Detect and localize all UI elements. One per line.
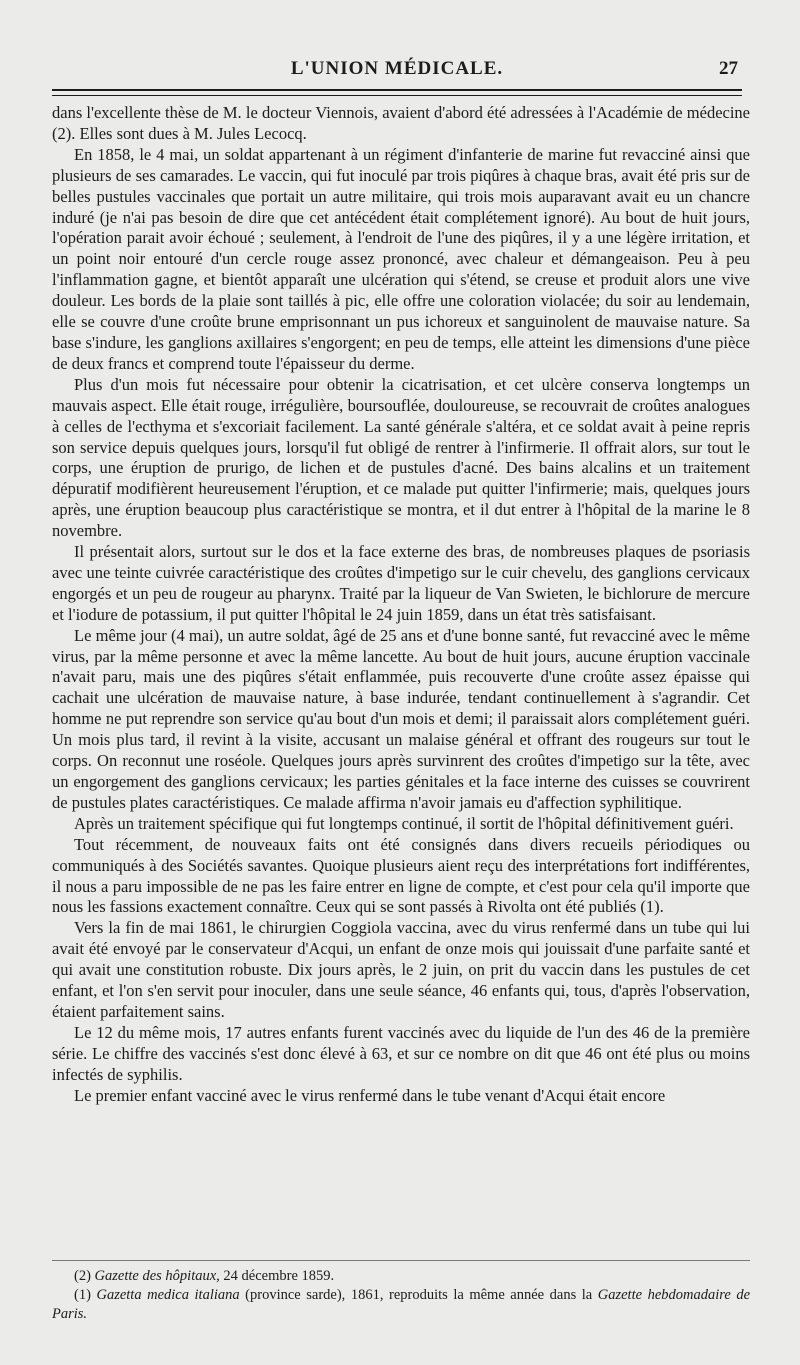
paragraph: Plus d'un mois fut nécessaire pour obtenir la cicatrisation, et cet ulcère conserva longtemps un mauvais aspect. Elle était rouge, irrégulière, boursouflée, douloureuse, se recouvrait de croûtes analogues à celles de l'ecthyma et s'excoriait facilement. La santé générale s'altéra, et ce soldat avait à peine repris son service depuis quelques jours, lorsqu'il fut obligé de rentrer à l'infirmerie. Il offrait alors, sur tout le corps, une éruption de prurigo, de lichen et de pustules d'acné. Des bains alcalins et un traitement dépuratif modifièrent heureusement l'éruption, et ce malade put quitter l'infirmerie; mais, quelques jours après, une éruption beaucoup plus caractéristique se montra, et il dut entrer à l'hôpital de la marine le 8 novembre.	[52, 374, 750, 541]
page-number: 27	[719, 58, 738, 79]
paragraph: Le même jour (4 mai), un autre soldat, âgé de 25 ans et d'une bonne santé, fut revacciné avec le même virus, par la même personne et avec la même lancette. Au bout de huit jours, aucune éruption vaccinale n'avait paru, mais une des piqûres s'était enflammée, puis recouverte d'une croûte assez épaisse qui cachait une ulcération de mauvaise nature, à base indurée, tendant continuellement à s'agrandir. Cet homme ne put reprendre son service qu'au bout d'un mois et demi; il paraissait alors complétement guéri. Un mois plus tard, il revint à la visite, accusant un malaise général et offrant des rougeurs sur tout le corps. On reconnut une roséole. Quelques jours après survinrent des croûtes d'impetigo sur la tête, avec un engorgement des ganglions cervicaux; les parties génitales et la face interne des cuisses se couvrirent de pustules plates caractéristiques. Ce malade affirma n'avoir jamais eu d'affection syphilitique.	[52, 625, 750, 812]
footnote	[52, 1286, 750, 1324]
footnote-source: Gazette des hôpitaux,	[94, 1268, 220, 1284]
paragraph: Après un traitement spécifique qui fut longtemps continué, il sortit de l'hôpital définitivement guéri.	[74, 813, 734, 833]
footnote-text: 24 décembre 1859.	[219, 1268, 335, 1284]
footnote-separator	[52, 1260, 750, 1261]
paragraph: Il présentait alors, surtout sur le dos et la face externe des bras, de nombreuses plaques de psoriasis avec une teinte cuivrée caractéristique des croûtes d'impetigo sur le cuir chevelu, des ganglions cervicaux engorgés et un peu de rougeur au pharynx. Traité par la liqueur de Van Swieten, le bichlorure de mercure et l'iodure de potassium, il put quitter l'hôpital le 24 juin 1859, dans un état très satisfaisant.	[52, 542, 750, 624]
paragraph: Vers la fin de mai 1861, le chirurgien Coggiola vaccina, avec du virus renfermé dans un tube qui lui avait été envoyé par le conservateur d'Acqui, un enfant de onze mois qui jouissait d'une parfaite santé et qui avait une constitution robuste. Dix jours après, le 2 juin, on prit du vaccin dans les pustules de cet enfant, et l'on s'en servit pour inoculer, dans une seule séance, 46 enfants qui, tous, d'après l'observation, étaient parfaitement sains.	[52, 918, 750, 1021]
footnote-text: (province sarde), 1861, reproduits la même année dans la	[239, 1287, 598, 1303]
footnotes	[52, 1267, 750, 1324]
body-text	[52, 103, 750, 1107]
running-title: L'UNION MÉDICALE.	[290, 58, 504, 79]
header-rule-thin	[52, 95, 742, 96]
footnote-source: Gazette hebdomadaire de Paris.	[52, 1287, 751, 1322]
footnote-mark: (1)	[74, 1287, 91, 1303]
header-rule-thick	[52, 89, 742, 91]
paragraph: Le 12 du même mois, 17 autres enfants furent vaccinés avec du liquide de l'un des 46 de la première série. Le chiffre des vaccinés s'est donc élevé à 63, et sur ce nombre on dit que 46 ont été plus ou moins infectés de syphilis.	[52, 1022, 750, 1084]
paragraph: En 1858, le 4 mai, un soldat appartenant à un régiment d'infanterie de marine fut revacciné ainsi que plusieurs de ses camarades. Le vaccin, qui fut inoculé par trois piqûres à chaque bras, avait été pris sur de belles pustules vaccinales que portait un autre militaire, qui trois mois auparavant avait eu un chancre induré (je n'ai pas besoin de dire que cet antécédent était complétement ignoré). Au bout de huit jours, l'opération parait avoir échoué ; seulement, à l'endroit de l'une des piqûres, il y a une légère irritation, et un point noir entouré d'un cercle rouge assez prononcé, avec chaleur et démangeaison. Peu à peu l'inflammation gagne, et bientôt apparaît une ulcération qui s'étend, se creuse et produit alors une vive douleur. Les bords de la plaie sont taillés à pic, elle offre une coloration violacée; du soir au lendemain, elle se couvre d'une croûte brune emprisonnant un pus ichoreux et sanguinolent de mauvaise nature. Sa base s'indure, les ganglions axillaires s'engorgent; en peu de temps, elle atteint les dimensions d'une pièce de deux francs et comprend toute l'épaisseur du derme.	[52, 144, 750, 373]
page-header	[52, 58, 742, 86]
footnote-mark: (2)	[74, 1268, 91, 1284]
paragraph: Tout récemment, de nouveaux faits ont été consignés dans divers recueils périodiques ou communiqués à des Sociétés savantes. Quoique plusieurs aient reçu des interprétations fort indifférentes, il nous a paru impossible de ne pas les faire entrer en ligne de compte, et c'est pour cela qu'il importe que nous les fassions exactement connaître. Ceux qui se sont passés à Rivolta ont été publiés (1).	[52, 834, 750, 917]
footnote-source: Gazetta medica italiana	[96, 1287, 240, 1303]
paragraph: Le premier enfant vacciné avec le virus renfermé dans le tube venant d'Acqui était encore	[74, 1085, 666, 1105]
paragraph: dans l'excellente thèse de M. le docteur Viennois, avaient d'abord été adressées à l'Académie de médecine (2). Elles sont dues à M. Jules Lecocq.	[52, 103, 750, 143]
footnote	[52, 1267, 750, 1286]
